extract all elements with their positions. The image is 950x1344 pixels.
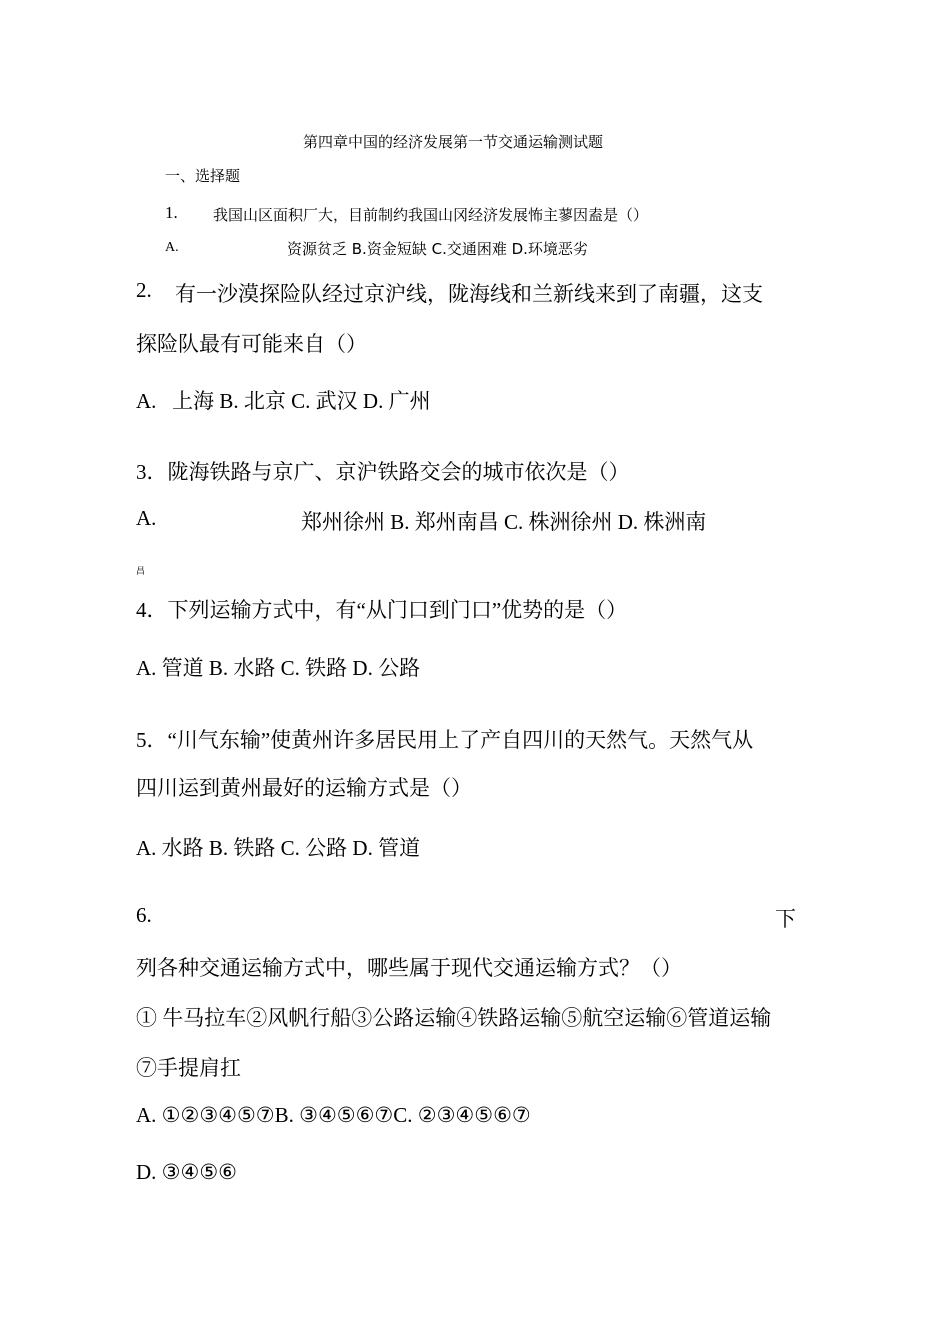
question-1-number: 1.: [165, 203, 178, 222]
question-6-line-3: ① 牛马拉车②风帆行船③公路运输④铁路运输⑤航空运输⑥管道运输: [136, 1006, 772, 1030]
question-5-line-2: 四川运到黄州最好的运输方式是（）: [136, 776, 472, 800]
question-3-options: 郑州徐州 B. 郑州南昌 C. 株洲徐州 D. 株洲南: [301, 510, 707, 534]
question-6-option-d: D. ③④⑤⑥: [136, 1160, 237, 1184]
question-5-options: A. 水路 B. 铁路 C. 公路 D. 管道: [136, 836, 421, 860]
question-4-line-1: 4．下列运输方式中，有“从门口到门口”优势的是（）: [136, 598, 628, 622]
question-6-options: A. ①②③④⑤⑦B. ③④⑤⑥⑦C. ②③④⑤⑥⑦: [136, 1103, 531, 1127]
question-3-line-1: 3．陇海铁路与京广、京沪铁路交会的城市依次是（）: [136, 460, 630, 484]
question-2-line-2: 探险队最有可能来自（）: [136, 332, 367, 356]
question-6-line-2: 列各种交通运输方式中，哪些属于现代交通运输方式？（）: [136, 956, 682, 980]
question-6-number: 6.: [136, 903, 152, 927]
question-4-options: A. 管道 B. 水路 C. 铁路 D. 公路: [136, 656, 421, 680]
question-3-option-a-label: A.: [136, 506, 157, 530]
question-2-number: 2.: [136, 278, 152, 302]
question-6-line-4: ⑦手提肩扛: [136, 1056, 241, 1080]
question-1-options: 资源贫乏 B.资金短缺 C.交通困难 D.环境恶劣: [287, 240, 588, 258]
question-1-text: 我国山区面积厂大，目前制约我国山冈经济发展怖主蓼因盍是（）: [213, 206, 649, 224]
question-5-line-1: 5．“川气东输”使黄州许多居民用上了产自四川的天然气。天然气从: [136, 728, 754, 752]
section-heading: 一、选择题: [165, 167, 241, 185]
page-title: 第四章中国的经济发展第一节交通运输测试题: [303, 133, 604, 151]
question-1-option-a-label: A.: [165, 240, 179, 255]
question-6-line-1-tail: 下: [775, 907, 796, 931]
question-2-options: A. 上海 B. 北京 C. 武汉 D. 广州: [136, 389, 431, 413]
question-3-overflow-char: 昌: [136, 566, 146, 576]
question-2-line-1: 有一沙漠探险队经过京沪线，陇海线和兰新线来到了南疆，这支: [175, 282, 763, 306]
